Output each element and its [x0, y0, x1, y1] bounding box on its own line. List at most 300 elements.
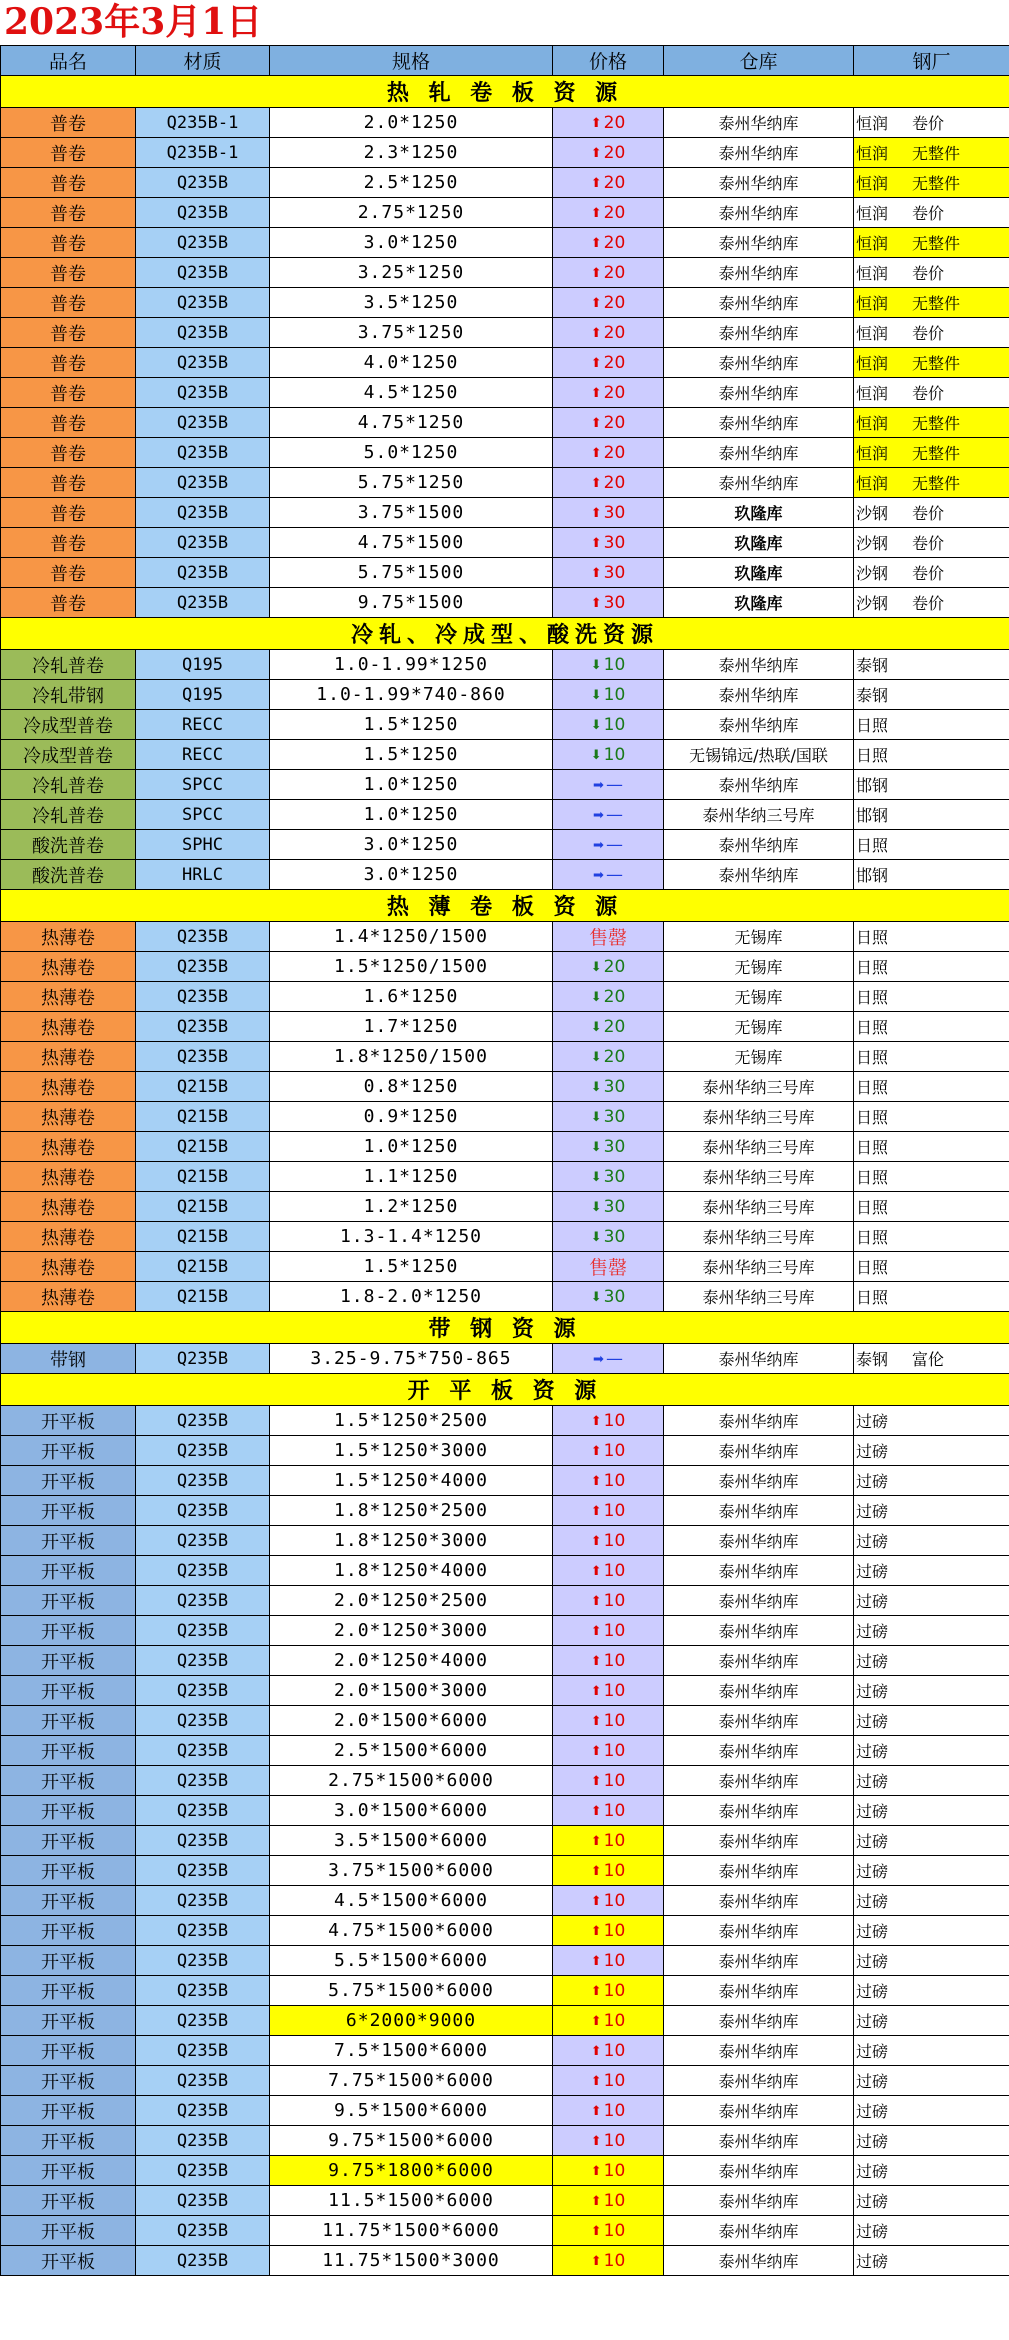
table-row: [1, 1916, 1009, 1946]
section-header-row: [1, 1312, 1009, 1344]
product-name-cell: 热薄卷: [1, 1192, 136, 1222]
mill-note: 卷价: [912, 384, 945, 403]
price-cell: [553, 1976, 664, 2006]
arrow-right-icon: ➡: [593, 807, 604, 823]
mill-cell: [854, 1676, 1009, 1706]
price-cell: [553, 2096, 664, 2126]
warehouse-cell: 玖隆库: [664, 588, 854, 618]
product-name-cell: 普卷: [1, 198, 136, 228]
material-cell: Q235B: [136, 1526, 270, 1556]
price-cell: [553, 740, 664, 770]
price-cell: [553, 468, 664, 498]
price-value: 20: [603, 322, 626, 343]
mill-cell: [854, 1042, 1009, 1072]
mill-name: 过磅: [856, 2132, 889, 2151]
warehouse-cell: 泰州华纳库: [664, 2096, 854, 2126]
table-row: [1, 2216, 1009, 2246]
spec-cell: 4.5*1250: [270, 378, 553, 408]
spec-cell: 1.5*1250: [270, 1252, 553, 1282]
warehouse-cell: 泰州华纳库: [664, 1856, 854, 1886]
table-row: [1, 1042, 1009, 1072]
arrow-up-icon: ⬆: [590, 1533, 602, 1549]
arrow-up-icon: ⬆: [590, 1833, 602, 1849]
mill-name: 日照: [856, 1228, 889, 1247]
warehouse-cell: 泰州华纳库: [664, 2186, 854, 2216]
mill-note: 卷价: [912, 564, 945, 583]
price-value: —: [605, 1348, 623, 1369]
price-value: 20: [603, 232, 626, 253]
arrow-up-icon: ⬆: [590, 2253, 602, 2269]
product-name-cell: 开平板: [1, 1556, 136, 1586]
price-cell: [553, 498, 664, 528]
mill-name: 日照: [856, 716, 889, 735]
price-cell: [553, 2156, 664, 2186]
spec-cell: 7.5*1500*6000: [270, 2036, 553, 2066]
spec-cell: 1.7*1250: [270, 1012, 553, 1042]
mill-name: 邯钢: [856, 806, 889, 825]
product-name-cell: 开平板: [1, 2126, 136, 2156]
table-row: [1, 1162, 1009, 1192]
warehouse-cell: 泰州华纳库: [664, 2246, 854, 2276]
spec-cell: 2.75*1250: [270, 198, 553, 228]
product-name-cell: 普卷: [1, 438, 136, 468]
material-cell: Q215B: [136, 1132, 270, 1162]
warehouse-cell: 无锡库: [664, 952, 854, 982]
mill-name: 日照: [856, 746, 889, 765]
arrow-up-icon: ⬆: [590, 505, 602, 521]
mill-cell: [854, 1436, 1009, 1466]
arrow-up-icon: ⬆: [590, 1953, 602, 1969]
table-row: [1, 168, 1009, 198]
header-price: 价格: [553, 46, 664, 76]
table-row: [1, 1706, 1009, 1736]
arrow-up-icon: ⬆: [590, 1923, 602, 1939]
product-name-cell: 开平板: [1, 1706, 136, 1736]
price-cell: [553, 2066, 664, 2096]
table-row: [1, 710, 1009, 740]
material-cell: Q235B: [136, 1976, 270, 2006]
product-name-cell: 开平板: [1, 1406, 136, 1436]
spec-cell: 2.0*1500*6000: [270, 1706, 553, 1736]
spec-cell: 2.5*1250: [270, 168, 553, 198]
price-cell: [553, 2006, 664, 2036]
material-cell: Q235B: [136, 952, 270, 982]
price-cell: [553, 1856, 664, 1886]
price-cell: [553, 1676, 664, 1706]
price-cell: [553, 1192, 664, 1222]
arrow-up-icon: ⬆: [590, 535, 602, 551]
mill-note: 无整件: [912, 414, 961, 433]
mill-name: 日照: [856, 836, 889, 855]
product-name-cell: 开平板: [1, 1526, 136, 1556]
table-row: [1, 2126, 1009, 2156]
warehouse-cell: 泰州华纳库: [664, 1706, 854, 1736]
price-value: 10: [603, 2190, 626, 2211]
mill-name: 过磅: [856, 1982, 889, 2001]
product-name-cell: 开平板: [1, 1766, 136, 1796]
warehouse-cell: 泰州华纳库: [664, 2126, 854, 2156]
warehouse-cell: 泰州华纳三号库: [664, 1132, 854, 1162]
arrow-up-icon: ⬆: [590, 295, 602, 311]
mill-cell: [854, 770, 1009, 800]
arrow-right-icon: ➡: [593, 1351, 604, 1367]
price-cell: [553, 1042, 664, 1072]
mill-name: 过磅: [856, 1652, 889, 1671]
spec-cell: 1.8-2.0*1250: [270, 1282, 553, 1312]
price-value: 20: [603, 262, 626, 283]
mill-name: 日照: [856, 1198, 889, 1217]
product-name-cell: 热薄卷: [1, 1162, 136, 1192]
mill-name: 过磅: [856, 1442, 889, 1461]
header-spec: 规格: [270, 46, 553, 76]
spec-cell: 3.25*1250: [270, 258, 553, 288]
arrow-up-icon: ⬆: [590, 2133, 602, 2149]
price-value: 30: [603, 592, 626, 613]
mill-name: 邯钢: [856, 776, 889, 795]
product-name-cell: 带钢: [1, 1344, 136, 1374]
table-row: [1, 2036, 1009, 2066]
table-row: [1, 1616, 1009, 1646]
arrow-down-icon: ⬇: [590, 657, 602, 673]
table-row: [1, 108, 1009, 138]
spec-cell: 1.6*1250: [270, 982, 553, 1012]
price-value: 20: [603, 412, 626, 433]
mill-name: 恒润: [856, 294, 889, 313]
spec-cell: 11.75*1500*3000: [270, 2246, 553, 2276]
arrow-down-icon: ⬇: [590, 1109, 602, 1125]
mill-name: 沙钢: [856, 534, 889, 553]
spec-cell: 4.75*1250: [270, 408, 553, 438]
arrow-up-icon: ⬆: [590, 325, 602, 341]
mill-cell: [854, 1976, 1009, 2006]
warehouse-cell: 无锡库: [664, 982, 854, 1012]
mill-cell: [854, 1946, 1009, 1976]
mill-name: 过磅: [856, 1532, 889, 1551]
price-value: 10: [603, 2070, 626, 2091]
spec-cell: 1.0*1250: [270, 1132, 553, 1162]
price-cell: [553, 2126, 664, 2156]
warehouse-cell: 泰州华纳三号库: [664, 800, 854, 830]
price-cell: [553, 710, 664, 740]
spec-cell: 3.0*1250: [270, 860, 553, 890]
spec-cell: 4.75*1500*6000: [270, 1916, 553, 1946]
product-name-cell: 冷轧普卷: [1, 800, 136, 830]
product-name-cell: 热薄卷: [1, 1102, 136, 1132]
section-title: 带 钢 资 源: [1, 1312, 1009, 1344]
spec-cell: 3.75*1250: [270, 318, 553, 348]
arrow-up-icon: ⬆: [590, 1563, 602, 1579]
price-value: 30: [603, 502, 626, 523]
warehouse-cell: 泰州华纳库: [664, 1766, 854, 1796]
table-row: [1, 1856, 1009, 1886]
spec-cell: 2.75*1500*6000: [270, 1766, 553, 1796]
product-name-cell: 热薄卷: [1, 1252, 136, 1282]
spec-cell: 11.75*1500*6000: [270, 2216, 553, 2246]
table-row: [1, 408, 1009, 438]
table-row: [1, 1676, 1009, 1706]
material-cell: Q235B: [136, 1586, 270, 1616]
table-row: [1, 228, 1009, 258]
spec-cell: 4.5*1500*6000: [270, 1886, 553, 1916]
price-value: 20: [603, 472, 626, 493]
spec-cell: 2.3*1250: [270, 138, 553, 168]
price-value: 10: [603, 654, 626, 675]
table-row: [1, 650, 1009, 680]
material-cell: Q235B: [136, 318, 270, 348]
arrow-up-icon: ⬆: [590, 475, 602, 491]
material-cell: Q235B: [136, 2246, 270, 2276]
product-name-cell: 热薄卷: [1, 1012, 136, 1042]
product-name-cell: 普卷: [1, 588, 136, 618]
price-cell: [553, 588, 664, 618]
warehouse-cell: 泰州华纳库: [664, 1526, 854, 1556]
material-cell: Q235B: [136, 2216, 270, 2246]
table-row: [1, 1072, 1009, 1102]
product-name-cell: 开平板: [1, 1736, 136, 1766]
mill-name: 日照: [856, 1078, 889, 1097]
product-name-cell: 开平板: [1, 2156, 136, 2186]
material-cell: Q235B: [136, 982, 270, 1012]
spec-cell: 0.9*1250: [270, 1102, 553, 1132]
mill-cell: [854, 468, 1009, 498]
spec-cell: 1.8*1250*3000: [270, 1526, 553, 1556]
warehouse-cell: 泰州华纳库: [664, 1466, 854, 1496]
price-value: 10: [603, 2040, 626, 2061]
price-value: 10: [603, 1650, 626, 1671]
mill-name: 日照: [856, 1048, 889, 1067]
price-value: 10: [603, 1920, 626, 1941]
price-value: 20: [603, 1046, 626, 1067]
warehouse-cell: 泰州华纳三号库: [664, 1072, 854, 1102]
mill-cell: [854, 650, 1009, 680]
table-row: [1, 2066, 1009, 2096]
arrow-down-icon: ⬇: [590, 989, 602, 1005]
mill-cell: [854, 1916, 1009, 1946]
mill-name: 过磅: [856, 2072, 889, 2091]
mill-cell: [854, 1556, 1009, 1586]
arrow-down-icon: ⬇: [590, 1079, 602, 1095]
price-cell: [553, 982, 664, 1012]
mill-cell: [854, 1586, 1009, 1616]
mill-name: 日照: [856, 958, 889, 977]
product-name-cell: 普卷: [1, 558, 136, 588]
mill-cell: [854, 2246, 1009, 2276]
price-table: [0, 45, 1009, 2276]
mill-name: 恒润: [856, 114, 889, 133]
material-cell: Q235B-1: [136, 108, 270, 138]
mill-note: 无整件: [912, 444, 961, 463]
product-name-cell: 冷轧普卷: [1, 650, 136, 680]
mill-cell: [854, 558, 1009, 588]
material-cell: Q235B: [136, 1406, 270, 1436]
arrow-up-icon: ⬆: [590, 1623, 602, 1639]
arrow-up-icon: ⬆: [590, 1893, 602, 1909]
mill-cell: [854, 922, 1009, 952]
price-value: 10: [603, 1830, 626, 1851]
material-cell: Q235B: [136, 1946, 270, 1976]
price-value: 10: [603, 1980, 626, 2001]
arrow-up-icon: ⬆: [590, 415, 602, 431]
arrow-down-icon: ⬇: [590, 687, 602, 703]
product-name-cell: 开平板: [1, 1946, 136, 1976]
material-cell: Q235B: [136, 1826, 270, 1856]
arrow-up-icon: ⬆: [590, 115, 602, 131]
price-value: 10: [603, 1530, 626, 1551]
product-name-cell: 冷成型普卷: [1, 710, 136, 740]
spec-cell: 9.75*1500: [270, 588, 553, 618]
spec-cell: 1.0-1.99*740-860: [270, 680, 553, 710]
warehouse-cell: 泰州华纳库: [664, 1736, 854, 1766]
price-value: 30: [603, 1166, 626, 1187]
warehouse-cell: 泰州华纳库: [664, 860, 854, 890]
material-cell: Q235B: [136, 438, 270, 468]
mill-note: 无整件: [912, 354, 961, 373]
material-cell: Q235B: [136, 2156, 270, 2186]
arrow-up-icon: ⬆: [590, 2163, 602, 2179]
spec-cell: 1.8*1250/1500: [270, 1042, 553, 1072]
arrow-up-icon: ⬆: [590, 565, 602, 581]
mill-cell: [854, 1886, 1009, 1916]
table-row: [1, 2156, 1009, 2186]
arrow-down-icon: ⬇: [590, 1139, 602, 1155]
warehouse-cell: 泰州华纳库: [664, 348, 854, 378]
mill-note: 无整件: [912, 234, 961, 253]
table-row: [1, 830, 1009, 860]
mill-cell: [854, 1766, 1009, 1796]
price-cell: [553, 1102, 664, 1132]
product-name-cell: 普卷: [1, 228, 136, 258]
warehouse-cell: 泰州华纳库: [664, 318, 854, 348]
table-row: [1, 2186, 1009, 2216]
product-name-cell: 开平板: [1, 2006, 136, 2036]
table-row: [1, 2246, 1009, 2276]
warehouse-cell: 无锡锦远/热联/国联: [664, 740, 854, 770]
price-value: 10: [603, 684, 626, 705]
product-name-cell: 开平板: [1, 2096, 136, 2126]
price-cell: [553, 1162, 664, 1192]
product-name-cell: 开平板: [1, 1616, 136, 1646]
price-value: 20: [603, 202, 626, 223]
warehouse-cell: 泰州华纳库: [664, 138, 854, 168]
table-row: [1, 1222, 1009, 1252]
mill-name: 过磅: [856, 1682, 889, 1701]
mill-cell: [854, 108, 1009, 138]
mill-cell: [854, 348, 1009, 378]
arrow-up-icon: ⬆: [590, 1593, 602, 1609]
mill-note: 卷价: [912, 534, 945, 553]
table-row: [1, 1946, 1009, 1976]
price-cell: [553, 1436, 664, 1466]
product-name-cell: 开平板: [1, 1826, 136, 1856]
product-name-cell: 普卷: [1, 138, 136, 168]
material-cell: Q235B: [136, 288, 270, 318]
material-cell: Q235B: [136, 378, 270, 408]
mill-cell: [854, 1012, 1009, 1042]
mill-name: 沙钢: [856, 564, 889, 583]
spec-cell: 2.0*1250: [270, 108, 553, 138]
mill-name: 过磅: [856, 2012, 889, 2031]
mill-name: 日照: [856, 1168, 889, 1187]
product-name-cell: 普卷: [1, 498, 136, 528]
mill-cell: [854, 288, 1009, 318]
price-value: 20: [603, 352, 626, 373]
material-cell: Q235B: [136, 408, 270, 438]
spec-cell: 1.1*1250: [270, 1162, 553, 1192]
mill-name: 邯钢: [856, 866, 889, 885]
mill-note: 无整件: [912, 474, 961, 493]
mill-name: 日照: [856, 988, 889, 1007]
material-cell: Q195: [136, 680, 270, 710]
price-cell: [553, 770, 664, 800]
mill-name: 过磅: [856, 2222, 889, 2241]
spec-cell: 7.75*1500*6000: [270, 2066, 553, 2096]
table-row: [1, 588, 1009, 618]
product-name-cell: 普卷: [1, 168, 136, 198]
arrow-right-icon: ➡: [593, 867, 604, 883]
spec-cell: 9.75*1500*6000: [270, 2126, 553, 2156]
price-cell: [553, 1556, 664, 1586]
mill-cell: [854, 2156, 1009, 2186]
mill-name: 恒润: [856, 204, 889, 223]
table-row: [1, 770, 1009, 800]
warehouse-cell: 泰州华纳库: [664, 1916, 854, 1946]
warehouse-cell: 泰州华纳库: [664, 1556, 854, 1586]
mill-cell: [854, 1132, 1009, 1162]
table-row: [1, 138, 1009, 168]
mill-cell: [854, 1646, 1009, 1676]
mill-cell: [854, 528, 1009, 558]
mill-cell: [854, 740, 1009, 770]
warehouse-cell: 泰州华纳库: [664, 408, 854, 438]
price-cell: [553, 1946, 664, 1976]
header-name: 品名: [1, 46, 136, 76]
price-value: 30: [603, 562, 626, 583]
section-header-row: [1, 890, 1009, 922]
mill-note: 卷价: [912, 264, 945, 283]
section-title: 热 轧 卷 板 资 源: [1, 76, 1009, 108]
product-name-cell: 开平板: [1, 1496, 136, 1526]
arrow-up-icon: ⬆: [590, 1773, 602, 1789]
arrow-up-icon: ⬆: [590, 595, 602, 611]
table-row: [1, 378, 1009, 408]
warehouse-cell: 无锡库: [664, 1042, 854, 1072]
spec-cell: 5.0*1250: [270, 438, 553, 468]
product-name-cell: 热薄卷: [1, 922, 136, 952]
warehouse-cell: 泰州华纳库: [664, 650, 854, 680]
table-row: [1, 468, 1009, 498]
price-cell: [553, 1886, 664, 1916]
price-value: 10: [603, 1440, 626, 1461]
spec-cell: 1.0*1250: [270, 770, 553, 800]
mill-cell: [854, 1526, 1009, 1556]
arrow-up-icon: ⬆: [590, 1473, 602, 1489]
table-row: [1, 1012, 1009, 1042]
mill-name: 恒润: [856, 324, 889, 343]
material-cell: Q215B: [136, 1072, 270, 1102]
price-cell: [553, 1766, 664, 1796]
mill-name: 恒润: [856, 234, 889, 253]
product-name-cell: 普卷: [1, 468, 136, 498]
table-row: [1, 258, 1009, 288]
warehouse-cell: 泰州华纳库: [664, 710, 854, 740]
table-row: [1, 1766, 1009, 1796]
material-cell: Q235B: [136, 1646, 270, 1676]
spec-cell: 9.5*1500*6000: [270, 2096, 553, 2126]
mill-cell: [854, 710, 1009, 740]
mill-cell: [854, 1616, 1009, 1646]
product-name-cell: 开平板: [1, 1646, 136, 1676]
warehouse-cell: 泰州华纳库: [664, 2036, 854, 2066]
